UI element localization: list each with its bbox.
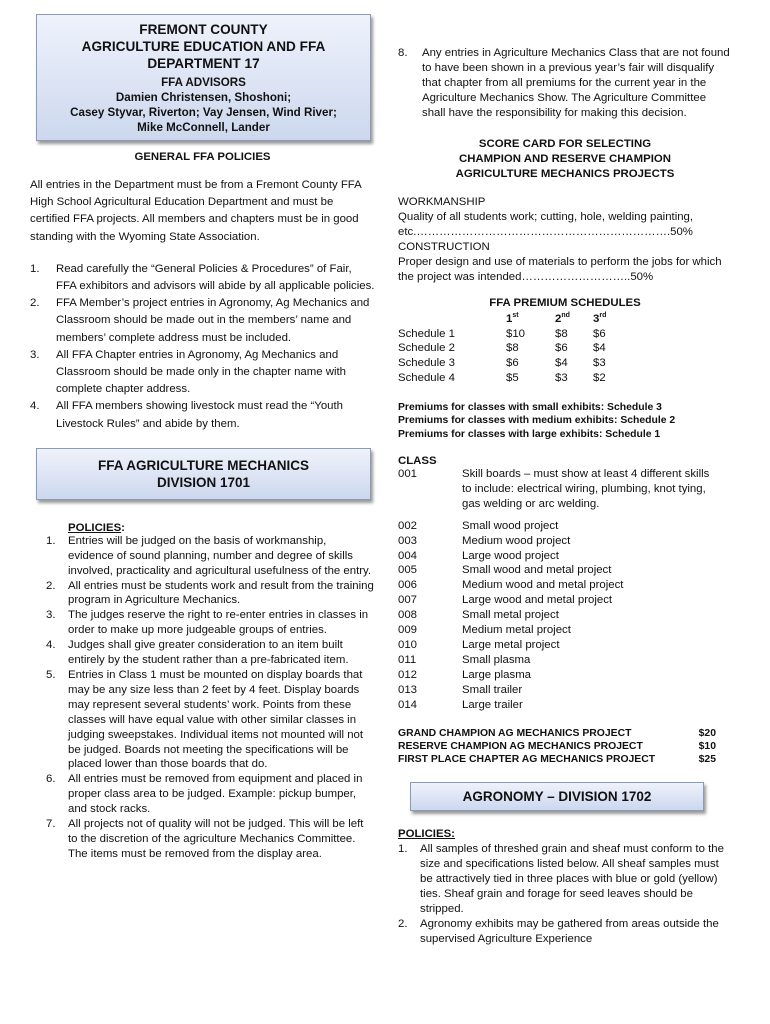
list-item: 8. Any entries in Agriculture Mechanics Class that are not found to have been shown in a previous year’s fair will disqualify that chapter from all premiums for the current year in the Agriculture Mechanics Show. The Agriculture Committee shall have the responsibility for making this decision.	[398, 47, 730, 119]
list-item: 1. Read carefully the “General Policies & Procedures” of Fair, FFA exhibitors and advisors will abide by all applicable policies.	[30, 262, 375, 293]
scorecard-title: SCORE CARD FOR SELECTING CHAMPION AND RESERVE CHAMPION AGRICULTURE MECHANICS PROJECTS	[455, 138, 675, 180]
mechanics-policies-continued	[398, 46, 732, 121]
list-item: 5. Entries in Class 1 must be mounted on display boards that may be any size less than 2 feet by 4 feet. Display boards may represent several students’ work. Points from these classes will have equal value with other similar classes in judging sweepstakes. Individual items not mounted will not be judged. Boards not meeting the specifications will be placed lower than those boards that do.	[46, 669, 364, 771]
class-list	[398, 519, 623, 713]
table-row: 011 Small plasma	[398, 653, 531, 666]
list-item: 2. All entries must be students work and result from the training program in Agriculture Mechanics.	[46, 579, 374, 607]
table-row: 006 Medium wood and metal project	[398, 579, 624, 592]
agronomy-policies-title: POLICIES:	[398, 827, 455, 840]
table-row: 009 Medium metal project	[398, 624, 571, 637]
scorecard-body	[398, 195, 732, 285]
table-row: 014 Large trailer	[398, 698, 523, 711]
right-column	[398, 14, 732, 947]
table-row: Schedule 2 $8 $6 $4	[398, 342, 606, 355]
class-table	[398, 467, 712, 512]
list-item: 2. Agronomy exhibits may be gathered from areas outside the supervised Agriculture Experience	[398, 917, 719, 945]
construction-text: Proper design and use of materials to perform the jobs for which the project was intended………………………..50%	[398, 256, 722, 283]
awards-table	[398, 727, 716, 766]
table-row: RESERVE CHAMPION AG MECHANICS PROJECT $10	[398, 740, 716, 752]
list-item: 4. All FFA members showing livestock must read the “Youth Livestock Rules” and abide by them.	[30, 400, 343, 430]
workmanship-label: WORKMANSHIP	[398, 196, 486, 208]
list-item: 1. Entries will be judged on the basis of workmanship, evidence of sound planning, number and degree of skills involved, practicality and agricultural usefulness of the entry.	[46, 534, 372, 577]
table-row: FIRST PLACE CHAPTER AG MECHANICS PROJECT $25	[398, 753, 716, 765]
table-row: 007 Large wood and metal project	[398, 594, 613, 607]
general-intro: All entries in the Department must be from a Fremont County FFA High School Agricultural Education Department and must be certified FFA projects. All members and chapters must be in good standing with the Wyoming State Association.	[30, 179, 362, 243]
general-policies-list	[30, 261, 375, 433]
table-row: 004 Large wood project	[398, 549, 559, 562]
agronomy-policies-list	[398, 842, 732, 947]
mechanics-division-header: FFA AGRICULTURE MECHANICS DIVISION 1701	[36, 448, 371, 500]
table-row: 008 Small metal project	[398, 609, 559, 622]
left-column	[30, 14, 375, 862]
class-label: CLASS	[398, 455, 437, 467]
list-item: 3. The judges reserve the right to re-enter entries in classes in order to make up more judgeable groups of entries.	[46, 609, 369, 637]
table-row: 1st 2nd 3rd	[506, 312, 607, 325]
table-row: 001 Skill boards – must show at least 4 different skills to include: electrical wiring, plumbing, knot tying, gas welding or arc welding.	[398, 468, 710, 510]
general-policies-title: GENERAL FFA POLICIES	[134, 151, 271, 163]
table-row: GRAND CHAMPION AG MECHANICS PROJECT $20	[398, 727, 716, 739]
table-row: Schedule 1 $10 $8 $6	[398, 327, 606, 340]
table-row: 003 Medium wood project	[398, 534, 571, 547]
list-item: 1. All samples of threshed grain and sheaf must conform to the size and specifications listed below. All sheaf samples must be attractively tied in three places with blue or gold (yellow) ties. Sheaf grain and forage for seed leaves should be stripped.	[398, 842, 724, 915]
mechanics-policies-title: POLICIES:	[68, 521, 125, 534]
construction-label: CONSTRUCTION	[398, 241, 490, 253]
list-item: 2. FFA Member’s project entries in Agronomy, Ag Mechanics and Classroom should be made out in the members’ name and members’ complete address must be included.	[30, 297, 370, 344]
agronomy-division-header: AGRONOMY – DIVISION 1702	[410, 782, 704, 811]
table-row: 013 Small trailer	[398, 683, 523, 696]
table-row: Schedule 4 $5 $3 $2	[398, 371, 606, 384]
table-row: 002 Small wood project	[398, 519, 559, 532]
table-row: 005 Small wood and metal project	[398, 564, 612, 577]
list-item: 3. All FFA Chapter entries in Agronomy, Ag Mechanics and Classroom should be made only in the chapter name with complete chapter address.	[30, 348, 346, 396]
table-row: 012 Large plasma	[398, 668, 532, 681]
workmanship-text: Quality of all students work; cutting, hole, welding painting, etc.………………………………………………………….50%	[398, 211, 694, 238]
list-item: 4. Judges shall give greater consideration to an item built entirely by the student rather than a pre-fabricated item.	[46, 639, 349, 667]
list-item: 6. All entries must be removed from equipment and placed in proper class area to be judged. Example: pickup bumper, and stock racks.	[46, 773, 363, 816]
advisors-block: FFA ADVISORS Damien Christensen, Shoshoni; Casey Styvar, Riverton; Vay Jensen, Wind River; Mike McConnell, Lander	[70, 76, 337, 134]
list-item: 7. All projects not of quality will not be judged. This will be left to the discretion of the agriculture Mechanics Committee. The items must be removed from the display area.	[46, 818, 364, 860]
premium-notes: Premiums for classes with small exhibits: Schedule 3 Premiums for classes with medium exhibits: Schedule 2 Premiums for classes with large exhibits: Schedule 1	[398, 401, 676, 440]
table-row: 010 Large metal project	[398, 638, 560, 651]
mechanics-policies-list	[30, 522, 375, 862]
premium-table	[398, 309, 606, 386]
premium-schedules-title: FFA PREMIUM SCHEDULES	[489, 297, 641, 309]
table-row: Schedule 3 $6 $4 $3	[398, 357, 606, 370]
department-header-box	[36, 14, 371, 141]
department-title: FREMONT COUNTY AGRICULTURE EDUCATION AND FFA DEPARTMENT 17	[81, 22, 326, 71]
